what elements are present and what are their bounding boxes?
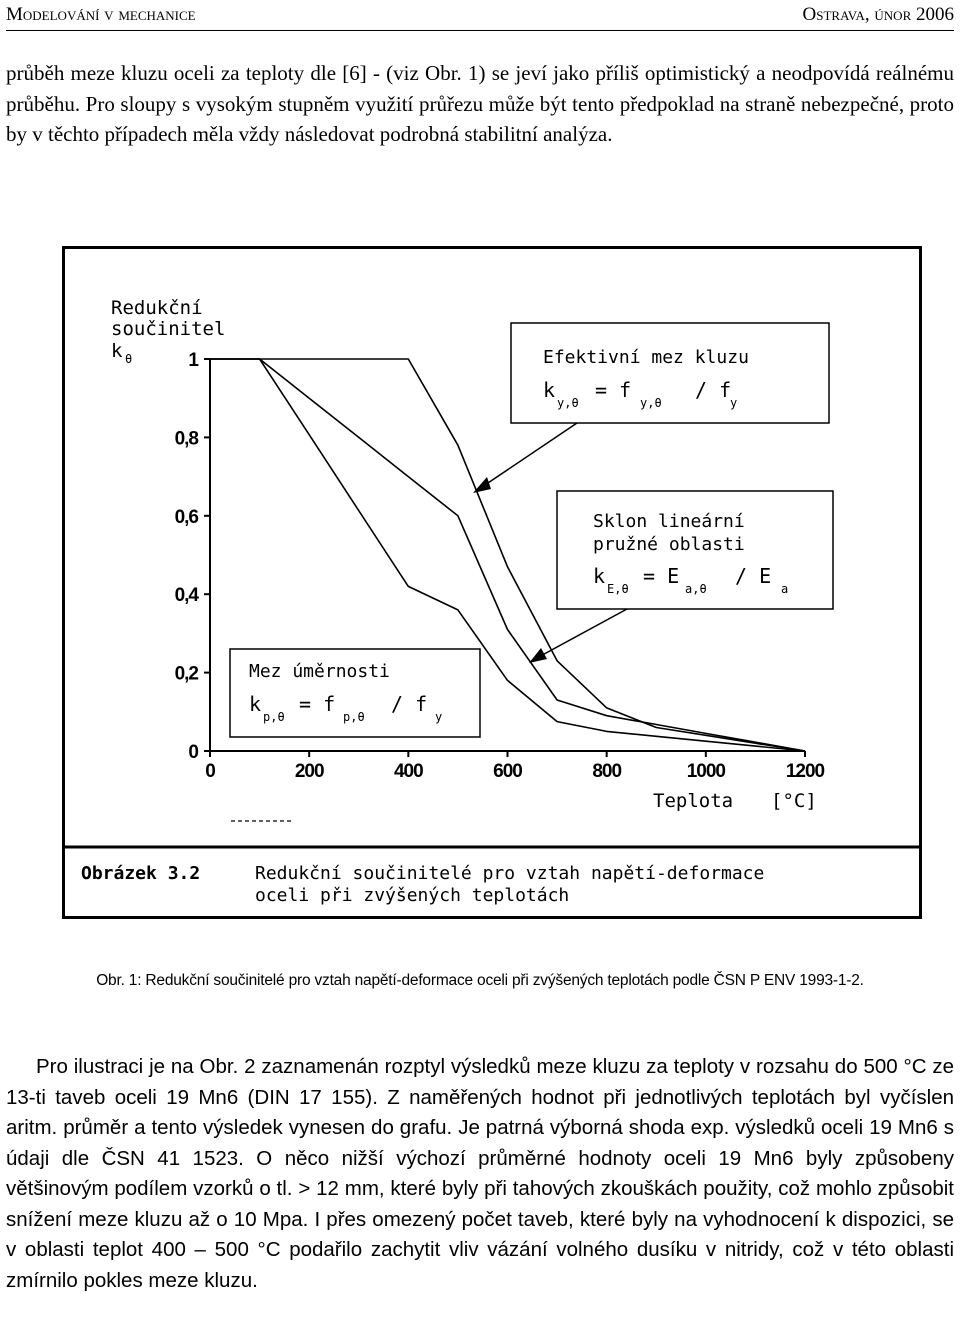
inner-caption-line2: oceli při zvýšených teplotách [255,885,570,906]
callout-slope-k: k [593,564,606,588]
y-tick-label: 1 [188,350,198,371]
callout-slope-title2: pružné oblasti [593,534,745,555]
header-location-date: Ostrava, únor 2006 [802,4,954,25]
figure-caption: Obr. 1: Redukční součinitelé pro vztah napětí-deformace oceli při zvýšených teplotách podle ČSN P ENV 1993-1-2. [96,972,864,989]
ylabel-subscript: θ [125,352,133,366]
callout-yield-div: / f [695,378,732,402]
ylabel-line2: součinitel [111,318,226,340]
callout-slope-eq: = E [643,564,680,588]
callout-prop-div: / f [391,692,428,716]
y-tick-label: 0,8 [174,428,198,450]
callout-prop-k-sub: p,θ [263,710,285,724]
x-tick-label: 400 [393,761,423,782]
inner-caption-line1: Redukční součinitelé pro vztah napětí-deformace [255,863,765,884]
xlabel: Teplota [653,790,734,812]
callout-yield-k-sub: y,θ [557,396,579,410]
callout-yield-eq: = f [595,378,632,402]
x-tick-label: 1200 [785,761,825,782]
y-tick-label: 0 [188,742,198,763]
body-paragraph-2: Pro ilustraci je na Obr. 2 zaznamenán rozptyl výsledků meze kluzu za teploty v rozsahu do 500 °C ze 13-ti taveb oceli 19 Mn6 (DIN 17 155). Z naměřených hodnot při jednotlivých teplotách byl vyčíslen aritm. průměr a tento výsledek vynesen do grafu. Je patrná výborná shoda exp. výsledků oceli 19 Mn6 s údaji dle ČSN 41 1523. O něco nižší výchozí průměrné hodnoty oceli 19 Mn6 byly způsobeny většinovým podílem vzorků o tl. > 12 mm, které byly při tahových zkouškách použity, což mohlo způsobit snížení meze kluzu až o 10 Mpa. I přes omezený počet taveb, které byly na vyhodnocení k dispozici, se v oblasti teplot 400 – 500 °C podařilo zachytit vliv vázání volného dusíku v nitridy, což v této oblasti zmírnilo pokles meze kluzu. [6,1055,954,1292]
x-tick-label: 200 [294,761,324,782]
xlabel-unit: [°C] [771,790,817,812]
callout-slope-title1: Sklon lineární [593,511,745,532]
y-tick-label: 0,6 [174,506,198,528]
callout-prop-eq-sub: p,θ [343,710,365,724]
callout-slope-div: / E [735,564,772,588]
callout-prop-k: k [249,692,262,716]
y-tick-label: 0,2 [174,663,198,685]
x-tick-label: 800 [592,761,622,782]
callout-prop-div-sub: y [435,710,443,724]
callout-yield-title: Efektivní mez kluzu [543,347,749,368]
header-journal-title: Modelování v mechanice [6,4,196,25]
callout-yield-arrow [473,423,577,493]
callout-slope-div-sub: a [781,582,789,596]
callout-yield-div-sub: y [730,396,738,410]
body-paragraph-1: průběh meze kluzu oceli za teploty dle [6] - (viz Obr. 1) se jeví jako příliš optimistický a neodpovídá reálnému průběhu. Pro sloupy s vysokým stupněm využití průřezu může být tento předpoklad na straně nebezpečné, proto by v těchto případech měla vždy následovat podrobná stabilitní analýza. [6,61,954,146]
x-tick-label: 600 [493,761,522,782]
figure-reduction-factors [62,246,922,919]
ylabel-line1: Redukční [111,297,203,319]
inner-caption-label: Obrázek 3.2 [81,863,201,884]
callout-slope-k-sub: E,θ [607,582,629,596]
callout-slope-eq-sub: a,θ [685,582,707,596]
y-tick-label: 0,4 [174,585,198,607]
page-header [6,0,954,31]
reduction-factor-chart [65,249,919,916]
x-tick-label: 1000 [686,761,725,782]
callout-yield-eq-sub: y,θ [640,396,662,410]
callout-prop-title: Mez úměrnosti [249,661,390,682]
x-tick-label: 0 [205,761,215,782]
callout-yield-k: k [543,378,556,402]
callout-prop-eq: = f [299,692,336,716]
ylabel-symbol: k [111,340,123,362]
